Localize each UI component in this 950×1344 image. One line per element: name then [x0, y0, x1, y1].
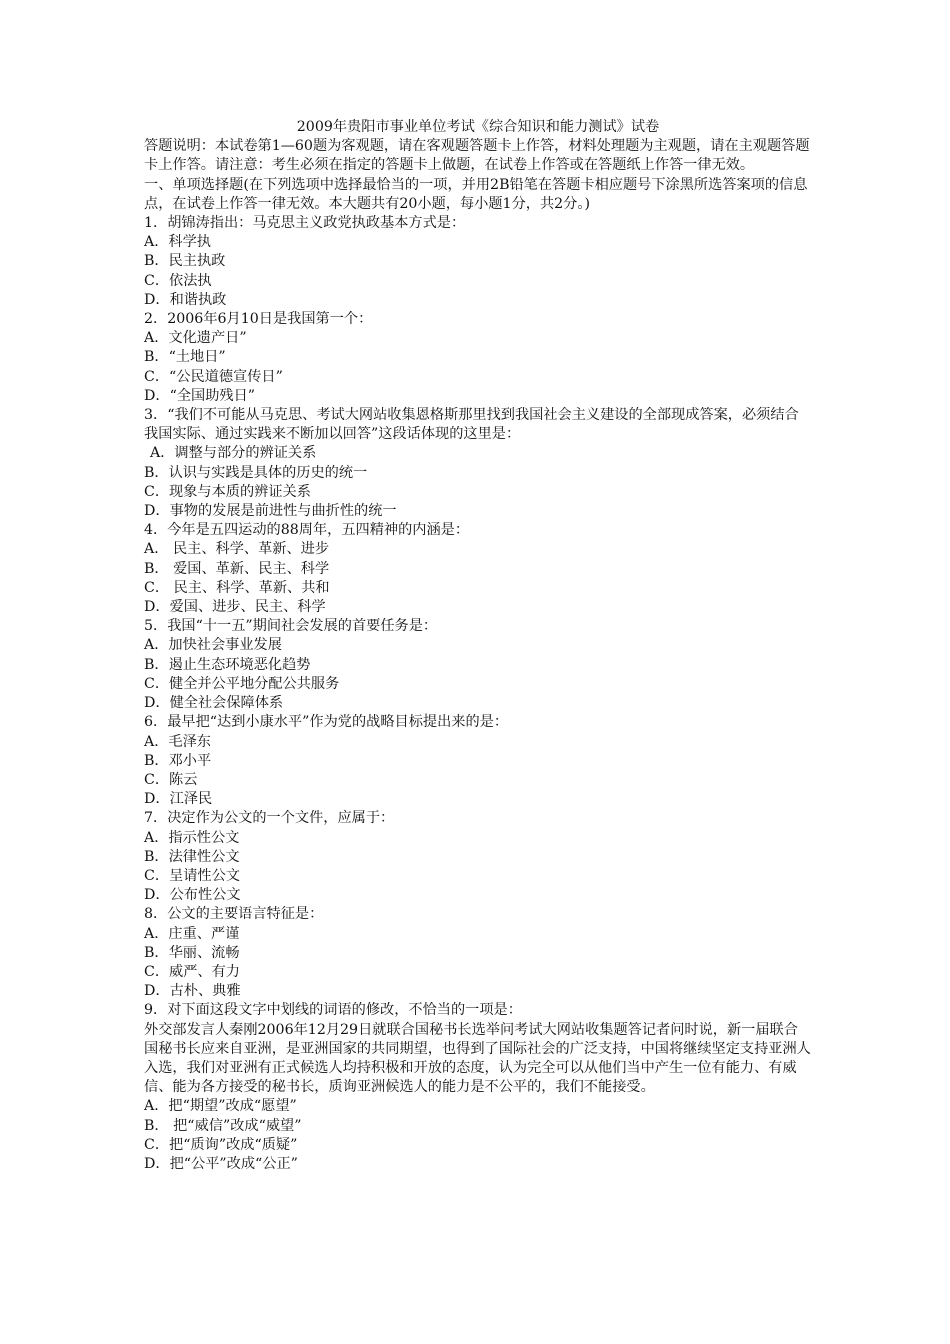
question-stem: 5．我国“十一五”期间社会发展的首要任务是： [144, 618, 438, 635]
question-8 [144, 905, 812, 1001]
option-c: C．威严、有力 [144, 963, 240, 980]
option-c: C．陈云 [144, 771, 198, 788]
option-a: A．指示性公文 [144, 829, 240, 846]
option-b: B． 爱国、革新、民主、科学 [144, 560, 330, 577]
question-stem: 4．今年是五四运动的88周年，五四精神的内涵是： [144, 522, 470, 539]
option-d: D．公布性公文 [144, 887, 241, 904]
option-d: D．爱国、进步、民主、科学 [144, 599, 326, 616]
question-stem: 9．对下面这段文字中划线的词语的修改，不恰当的一项是： [144, 1002, 522, 1019]
question-2 [144, 310, 812, 406]
option-c: C．“公民道德宣传日” [144, 368, 283, 385]
question-stem: 6．最早把“达到小康水平”作为党的战略目标提出来的是： [144, 714, 509, 731]
option-c: C．健全并公平地分配公共服务 [144, 675, 340, 692]
exam-page [144, 118, 812, 1174]
option-d: D．和谐执政 [144, 291, 227, 308]
option-b: B． 把“威信”改成“威望” [144, 1117, 302, 1134]
option-b: B．民主执政 [144, 253, 226, 270]
question-stem: 3．“我们不可能从马克思、考试大网站收集恩格斯那里找到我国社会主义建设的全部现成答案，必须结合我国实际、通过实践来不断加以回答”这段话体现的这里是： [144, 407, 799, 443]
option-b: B．遏止生态环境恶化趋势 [144, 656, 311, 673]
option-c: C．现象与本质的辨证关系 [144, 483, 311, 500]
question-3 [144, 406, 812, 521]
option-c: C．把“质询”改成“质疑” [144, 1136, 298, 1153]
option-a: A．庄重、严谨 [144, 925, 240, 942]
option-b: B．华丽、流畅 [144, 944, 240, 961]
instructions: 答题说明：本试卷第1—60题为客观题，请在客观题答题卡上作答，材料处理题为主观题，请在主观题答题卡上作答。请注意：考生必须在指定的答题卡上做题，在试卷上作答或在答题纸上作答一律无效。 [144, 138, 810, 174]
option-b: B．认识与实践是具体的历史的统一 [144, 464, 368, 481]
page-title: 2009年贵阳市事业单位考试《综合知识和能力测试》试卷 [296, 119, 660, 135]
question-4 [144, 521, 812, 617]
option-d: D．把“公平”改成“公正” [144, 1155, 298, 1172]
option-c: C．依法执 [144, 272, 212, 289]
option-c: C．呈请性公文 [144, 867, 240, 884]
question-stem: 8．公文的主要语言特征是： [144, 906, 324, 923]
option-a: A．调整与部分的辨证关系 [150, 445, 317, 462]
question-stem: 7．决定作为公文的一个文件，应属于： [144, 810, 395, 827]
option-a: A．加快社会事业发展 [144, 637, 282, 654]
option-b: B．法律性公文 [144, 848, 240, 865]
option-a: A．科学执 [144, 234, 211, 251]
option-b: B．邓小平 [144, 752, 212, 769]
question-stem: 2．2006年6月10日是我国第一个： [144, 311, 373, 328]
question-1 [144, 214, 812, 310]
option-d: D．“全国助残日” [144, 387, 256, 404]
option-a: A．文化遗产日” [144, 330, 247, 347]
option-d: D．事物的发展是前进性与曲折性的统一 [144, 503, 397, 520]
option-d: D．古朴、典雅 [144, 983, 241, 1000]
option-a: A．把“期望”改成“愿望” [144, 1098, 297, 1115]
option-b: B．“土地日” [144, 349, 226, 366]
question-6 [144, 713, 812, 809]
question-stem: 1．胡锦涛指出：马克思主义政党执政基本方式是： [144, 215, 466, 232]
question-5 [144, 617, 812, 713]
option-d: D．健全社会保障体系 [144, 695, 284, 712]
option-d: D．江泽民 [144, 791, 213, 808]
option-c: C． 民主、科学、革新、共和 [144, 579, 330, 596]
question-passage: 外交部发言人秦刚2006年12月29日就联合国秘书长选举问考试大网站收集题答记者问时说，新一届联合国秘书长应来自亚洲，是亚洲国家的共同期望，也得到了国际社会的广泛支持，中国将继续坚定支持亚洲人入选，我们对亚洲有正式候选人均持积极和开放的态度，认为完全可以从他们当中产生一位有能力、有威信、能为各方接受的秘书长，质询亚洲候选人的能力是不公平的，我们不能接受。 [144, 1021, 811, 1096]
question-9 [144, 1001, 812, 1174]
option-a: A． 民主、科学、革新、进步 [144, 541, 330, 558]
option-a: A．毛泽东 [144, 733, 211, 750]
question-7 [144, 809, 812, 905]
section-heading: 一、单项选择题(在下列选项中选择最恰当的一项，并用2B铅笔在答题卡相应题号下涂黑所选答案项的信息点，在试卷上作答一律无效。本大题共有20小题，每小题1分，共2分。) [144, 176, 808, 212]
